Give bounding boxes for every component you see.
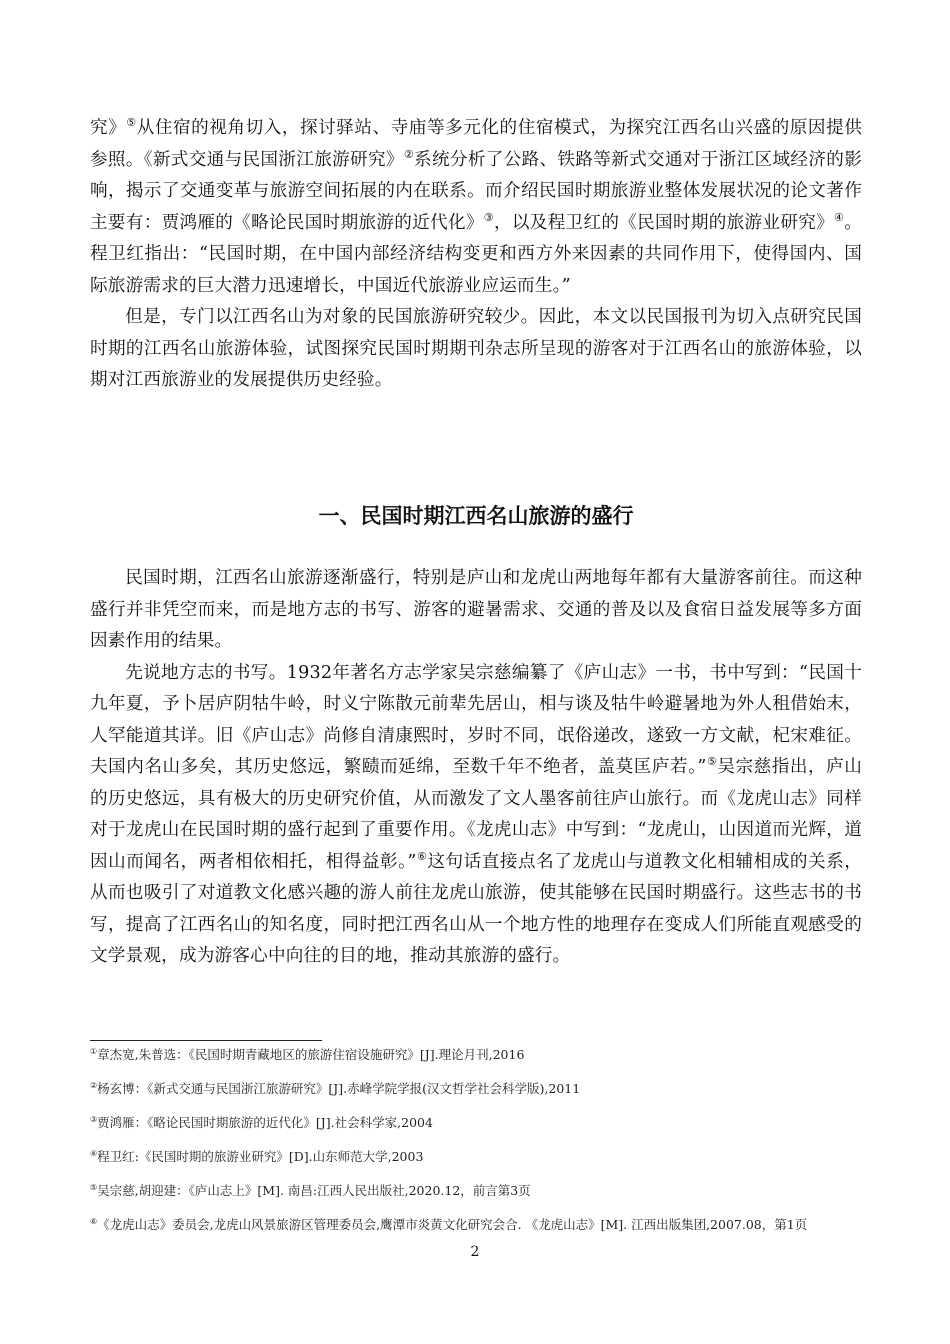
page-number: 2 [470,1244,480,1260]
footnote-text: 贾鸿雁：《略论民国时期旅游的近代化》[J].社会科学家,2004 [97,1115,433,1130]
footnote-text: 杨玄博：《新式交通与民国浙江旅游研究》[J].赤峰学院学报(汉文哲学社会科学版),2011 [97,1081,581,1096]
footnote-mark: ③ [90,1114,98,1124]
intro-paragraph-1 [90,113,862,302]
footnote-text: 章杰宽,朱普选：《民国时期青藏地区的旅游住宿设施研究》[J].理论月刊,2016 [97,1047,525,1062]
footnote-mark: ① [90,1046,98,1056]
footnote-ref-5: ⑤ [706,755,718,769]
footnote-4 [90,1148,862,1166]
footnotes [90,1046,862,1234]
section-p2-text-a: 先说地方志的书写。1932年著名方志学家吴宗慈编纂了《庐山志》一书，书中写到：“民国十九年夏，予卜居庐阴牯牛岭，时义宁陈散元前辈先居山，相与谈及牯牛岭避暑地为外人租借始末，人罕能道其详。旧《庐山志》尚修自清康熙时，岁时不同，氓俗递改，遂致一方文献，杞宋难征。夫国内名山多矣，其历史悠远，繁赜而延绵，至数千年不绝者，盖莫匡庐若。” [90,662,862,777]
footnote-text: 《龙虎山志》委员会,龙虎山风景旅游区管理委员会,鹰潭市炎黄文化研究会合. 《龙虎山志》[M]. 江西出版集团,2007.08，第1页 [97,1217,808,1232]
section-paragraph-2 [90,658,862,973]
intro-paragraph-2: 但是，专门以江西名山为对象的民国旅游研究较少。因此，本文以民国报刊为切入点研究民国时期的江西名山旅游体验，试图探究民国时期期刊杂志所呈现的游客对于江西名山的旅游体验，以期对江西旅游业的发展提供历史经验。 [90,307,862,390]
intro-p1-text-b: 从住宿的视角切入，探讨驿站、寺庙等多元化的住宿模式，为探究江西名山兴盛的原因提供参照。《新式交通与民国浙江旅游研究》 [90,118,863,170]
footnote-mark: ⑥ [90,1216,98,1226]
section-p2-text-b: 吴宗慈指出，庐山的历史悠远，具有极大的历史研究价值，从而激发了文人墨客前往庐山旅行。而《龙虎山志》同样对于龙虎山在民国时期的盛行起到了重要作用。《龙虎山志》中写到：“龙虎山，山因道而光辉，道因山而闻名，两者相依相托，相得益彰。” [90,757,863,872]
section-text-block [90,563,862,973]
footnote-ref-3: ③ [483,210,494,224]
footnote-3 [90,1114,862,1132]
footnote-mark: ④ [90,1148,98,1158]
intro-p1-text-e: 。程卫红指出：“民国时期，在中国内部经济结构变更和西方外来因素的共同作用下，使得国内、国际旅游需求的巨大潜力迅速增长，中国近代旅游业应运而生。” [90,212,863,296]
footnote-ref-6: ⑥ [416,849,428,863]
footnote-ref-4: ④ [834,210,845,224]
section-heading: 一、民国时期江西名山旅游的盛行 [318,504,634,528]
section-p2-text-c: 这句话直接点名了龙虎山与道教文化相辅相成的关系，从而也吸引了对道教文化感兴趣的游人前往龙虎山旅游，使其能够在民国时期盛行。这些志书的书写，提高了江西名山的知名度，同时把江西名山从一个地方性的地理存在变成人们所能直观感受的文学景观，成为游客心中向往的目的地，推动其旅游的盛行。 [90,851,863,966]
footnote-mark: ② [90,1080,98,1090]
footnote-ref-2: ② [403,147,415,161]
intro-p1-text-d: ，以及程卫红的《民国时期的旅游业研究》 [493,212,835,233]
footnote-5 [90,1182,862,1200]
footnote-divider [90,1040,322,1041]
footnote-2 [90,1080,862,1098]
footnote-6 [90,1216,862,1234]
section-paragraph-1: 民国时期，江西名山旅游逐渐盛行，特别是庐山和龙虎山两地每年都有大量游客前往。而这种盛行并非凭空而来，而是地方志的书写、游客的避暑需求、交通的普及以及食宿日益发展等多方面因素作用的结果。 [90,568,862,651]
footnote-text: 程卫红:《民国时期的旅游业研究》[D].山东师范大学,2003 [97,1149,424,1164]
footnote-mark: ⑤ [90,1182,98,1192]
intro-p1-text-c: 系统分析了公路、铁路等新式交通对于浙江区域经济的影响，揭示了交通变革与旅游空间拓展的内在联系。而介绍民国时期旅游业整体发展状况的论文著作主要有：贾鸿雁的《略论民国时期旅游的近代化》 [90,149,862,233]
footnote-ref-5: ⑤ [126,116,137,130]
intro-p1-text-a: 究》 [90,118,127,138]
footnote-text: 吴宗慈,胡迎建：《庐山志上》[M]. 南昌:江西人民出版社,2020.12，前言第3页 [97,1183,531,1198]
intro-text-block [90,113,862,397]
footnote-1 [90,1046,862,1064]
